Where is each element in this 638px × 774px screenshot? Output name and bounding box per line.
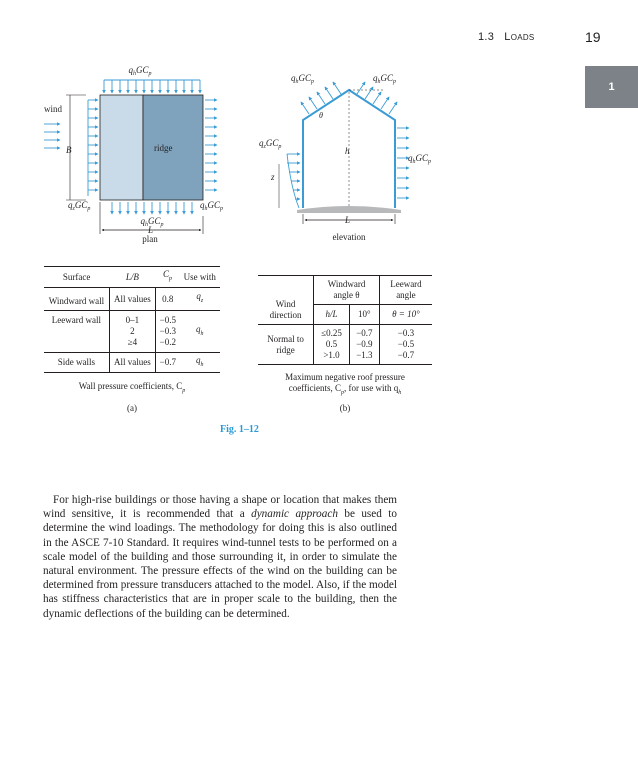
table-a-h-cp: $C_p$ xyxy=(156,267,180,288)
table-a-surface: Leeward wall xyxy=(44,311,109,353)
table-a-cp: −0.7 xyxy=(156,353,180,373)
table-a-use: $q_z$ xyxy=(180,288,220,311)
plan-label-top: $q_hGC_p$ xyxy=(128,65,152,77)
plan-label-bottom: $q_hGC_p$ xyxy=(140,216,164,228)
elev-label-h: h xyxy=(345,146,350,156)
wind-arrows xyxy=(44,124,60,148)
plan-bottom-arrows xyxy=(112,202,192,214)
table-b-header xyxy=(258,276,432,305)
elev-label-z: z xyxy=(271,172,275,182)
plan-windward-half xyxy=(100,95,143,200)
table-a-cp-multi: −0.5 −0.3 −0.2 xyxy=(156,311,180,353)
plan-left-arrows xyxy=(88,100,98,196)
elev-label-left: $q_zGC_p$ xyxy=(259,138,282,150)
table-a-lb: All values xyxy=(109,288,155,311)
plan-label-wind: wind xyxy=(44,104,62,114)
plan-caption: plan xyxy=(142,234,158,244)
elev-caption: elevation xyxy=(332,232,366,242)
table-a-caption: Wall pressure coefficients, $C_p$ xyxy=(78,381,186,394)
table-row xyxy=(44,353,220,373)
elev-right-arrows xyxy=(397,128,409,198)
table-b-hl: h/L xyxy=(314,305,350,325)
page-number: 19 xyxy=(585,29,601,45)
plan-label-bottom-left: $q_zGC_p$ xyxy=(68,200,91,212)
elev-label-L: L xyxy=(345,215,351,225)
table-a-h-use: Use with xyxy=(180,267,220,288)
table-row xyxy=(44,311,220,353)
plan-top-arrows xyxy=(104,80,200,93)
section-title: Loads xyxy=(504,31,535,43)
elev-ground xyxy=(297,206,401,213)
table-row xyxy=(258,325,432,365)
plan-diagram xyxy=(30,62,250,247)
running-head xyxy=(478,31,535,43)
table-a-lb: All values xyxy=(109,353,155,373)
table-b-h-windward: Windward angle θ xyxy=(314,276,380,305)
table-a-header xyxy=(44,267,220,288)
elev-label-theta: θ xyxy=(319,111,323,120)
elev-label-right: $q_hGC_p$ xyxy=(408,153,432,165)
plan-label-bottom-right: $q_hGC_p$ xyxy=(200,200,224,212)
elev-left-arrows xyxy=(287,154,300,208)
plan-label-B: B xyxy=(66,145,72,155)
table-a-use: $q_h$ xyxy=(180,311,220,353)
table-a-h-surface: Surface xyxy=(44,267,109,288)
plan-leeward-half xyxy=(143,95,203,200)
plan-label-L: L xyxy=(148,225,154,235)
chapter-tab xyxy=(585,66,638,108)
table-a-use: $q_h$ xyxy=(180,353,220,373)
table-a-cp: 0.8 xyxy=(156,288,180,311)
table-b-theta: θ = 10° xyxy=(379,305,432,325)
table-a-lb-multi: 0–1 2 ≥4 xyxy=(109,311,155,353)
body-paragraph: For high-rise buildings or those having a shape or location that makes them wind sensitive, it is recommended that a dynamic approach be used to determine the wind loadings. The methodology for doing this is also outlined in the ASCE 7-10 Standard. It requires wind-tunnel tests to be performed on a scale model of the building and those surrounding it, in order to simulate the natural environment. The pressure effects of the wind on the building can be determined from pressure transducers attached to the model. Also, if the model has stiffness characteristics that are in proper scale to the building, then the dynamic deflections of the building can be determined. xyxy=(43,494,397,620)
table-b-leeward-vals: −0.3 −0.5 −0.7 xyxy=(379,325,432,365)
table-b-wind-direction: Wind direction xyxy=(258,276,314,325)
table-a-surface: Windward wall xyxy=(44,288,109,311)
table-b-windward-vals: −0.7 −0.9 −1.3 xyxy=(349,325,379,365)
table-b-h-leeward: Leeward angle xyxy=(379,276,432,305)
elevation-diagram xyxy=(253,68,453,248)
figure-label: Fig. 1–12 xyxy=(220,424,259,435)
table-b-deg: 10° xyxy=(349,305,379,325)
table-a-label: (a) xyxy=(127,403,137,413)
table-a-h-lb: L/B xyxy=(109,267,155,288)
section-number: 1.3 xyxy=(478,31,495,43)
table-b-caption: Maximum negative roof pressure coefficients, $C_p$, for use with $q_h$ xyxy=(285,372,405,396)
table-a-surface: Side walls xyxy=(44,353,109,373)
plan-right-arrows xyxy=(205,100,217,190)
elev-label-top-left: $q_hGC_p$ xyxy=(291,73,315,85)
table-b-normal: Normal to ridge xyxy=(258,325,314,365)
table-b-label: (b) xyxy=(339,403,351,413)
elev-label-top-right: $q_hGC_p$ xyxy=(373,73,397,85)
table-row xyxy=(44,288,220,311)
roof-pressure-table xyxy=(258,275,432,365)
plan-label-ridge: ridge xyxy=(154,143,173,153)
wall-pressure-table xyxy=(44,266,220,373)
table-b-hl-vals: ≤0.25 0.5 >1.0 xyxy=(314,325,350,365)
chapter-tab-label: 1 xyxy=(608,81,615,93)
